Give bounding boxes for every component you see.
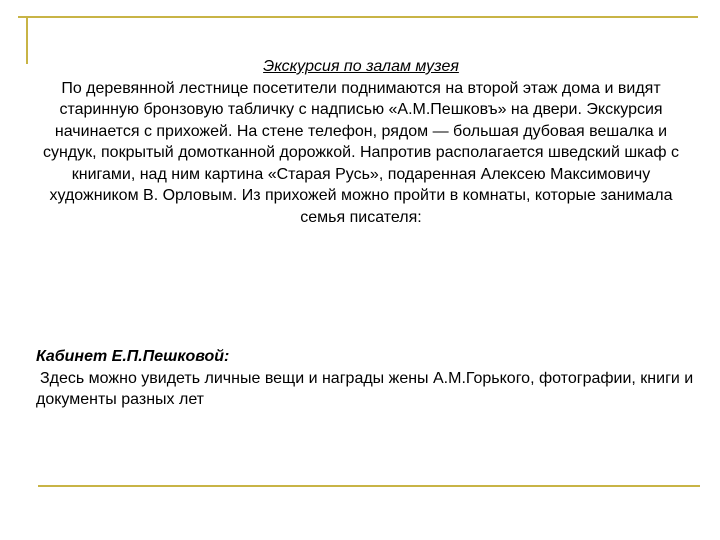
intro-text: По деревянной лестнице посетители поднимаются на второй этаж дома и видят старинную бронзовую табличку с надписью «А.М.Пешковъ» на двери. Экскурсия начинается с прихожей. На стене телефон, рядом — большая дубовая вешалка и сундук, покрытый домотканной дорожкой. Напротив располагается шведский шкаф с книгами, над ним картина «Старая Русь», подаренная Алексею Максимовичу художником В. Орловым. Из прихожей можно пройти в комнаты, которые занимала семья писателя: xyxy=(42,79,680,226)
intro-block xyxy=(30,56,692,228)
frame-left-line xyxy=(26,16,28,64)
slide-title: Экскурсия по залам музея xyxy=(263,58,459,75)
frame-bottom-line xyxy=(38,485,700,487)
frame-top-line xyxy=(18,16,698,18)
section-body: Здесь можно увидеть личные вещи и награды жены А.М.Горького, фотографии, книги и документы разных лет xyxy=(36,369,694,408)
section-title: Кабинет Е.П.Пешковой: xyxy=(36,348,230,365)
section-block xyxy=(36,346,696,411)
